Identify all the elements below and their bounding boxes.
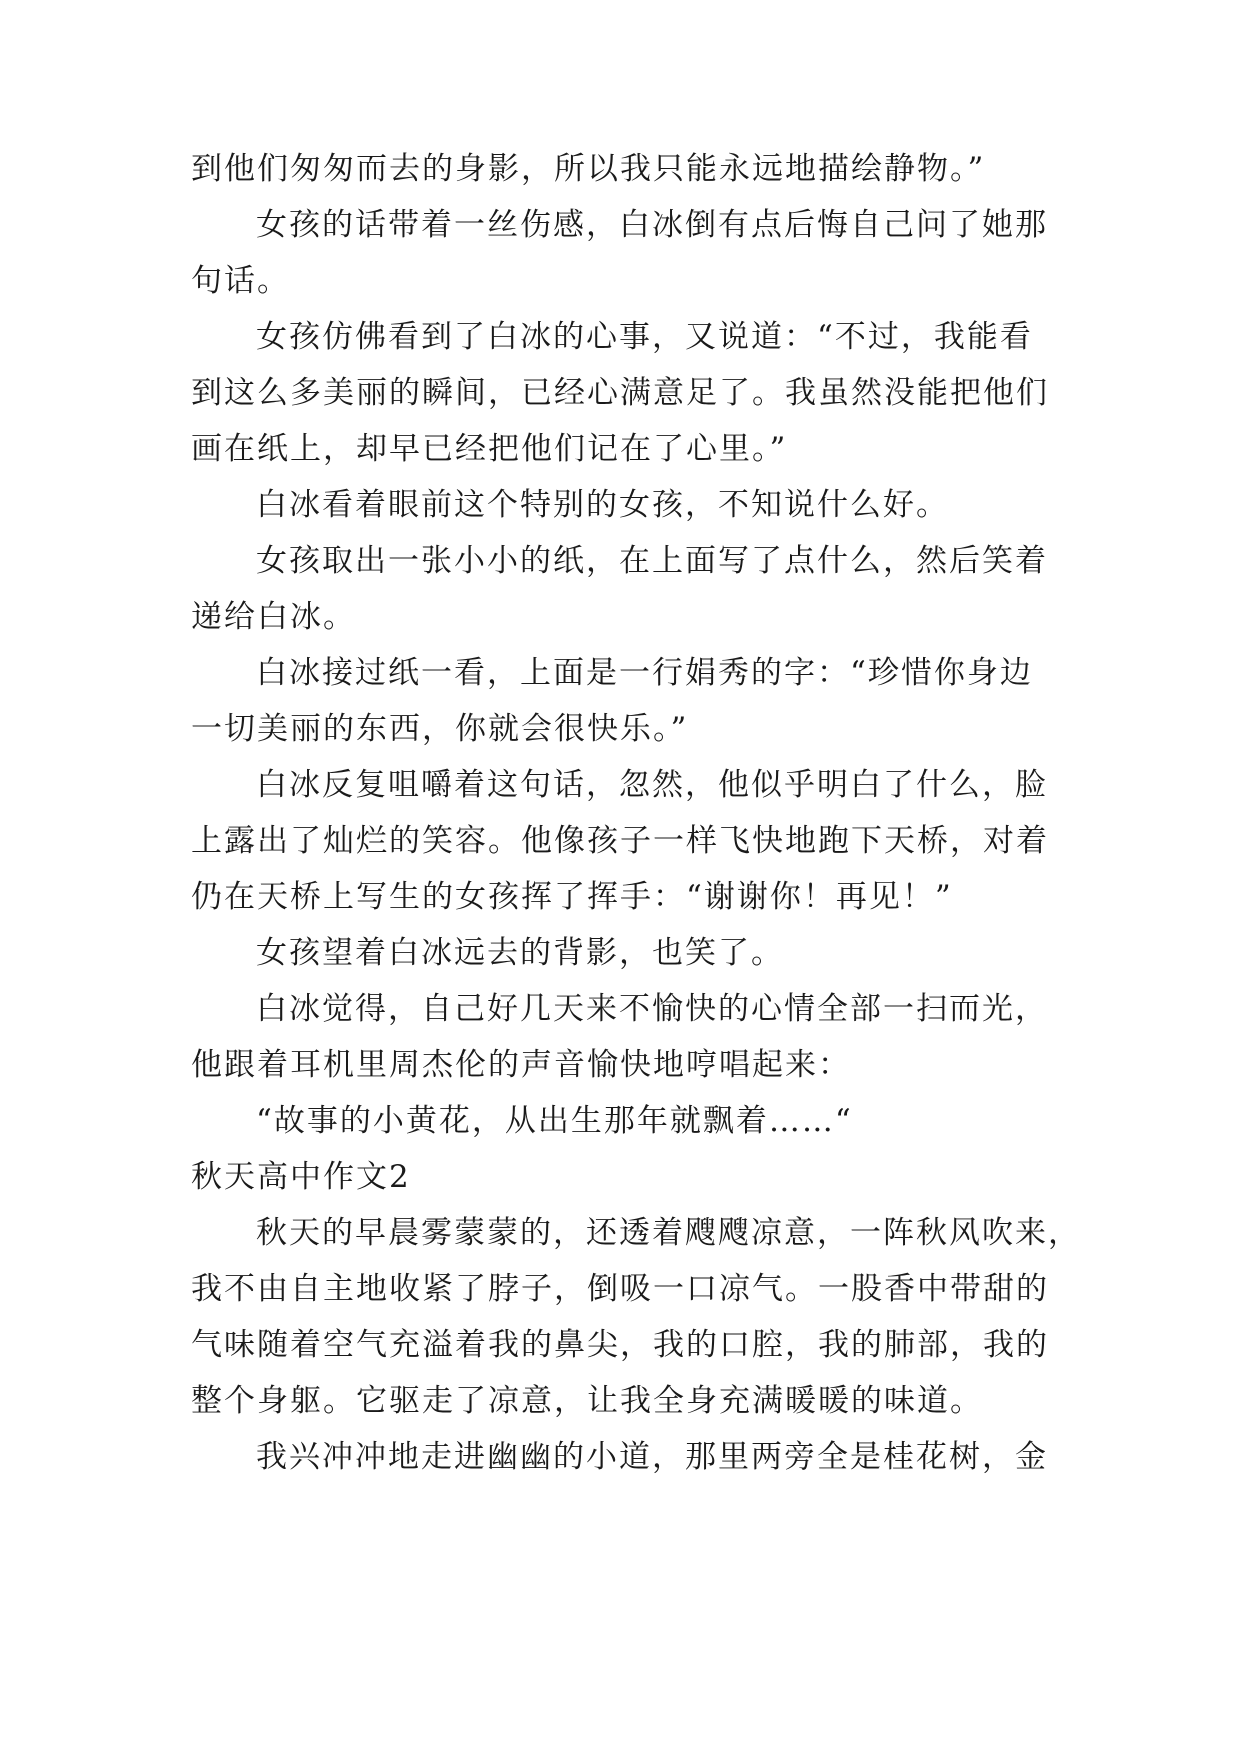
text-line: 他跟着耳机里周杰伦的声音愉快地哼唱起来： [191, 1047, 851, 1083]
section-heading: 秋天高中作文2 [191, 1159, 411, 1195]
text-line: 到他们匆匆而去的身影，所以我只能永远地描绘静物。” [191, 151, 986, 187]
text-line: 女孩的话带着一丝伤感，白冰倒有点后悔自己问了她那 [256, 207, 1048, 243]
text-line: 一切美丽的东西，你就会很快乐。” [191, 711, 689, 747]
text-line: 白冰反复咀嚼着这句话，忽然，他似乎明白了什么，脸 [256, 767, 1048, 803]
text-line: 递给白冰。 [191, 599, 356, 635]
text-line: 秋天的早晨雾蒙蒙的，还透着飕飕凉意，一阵秋风吹来， [256, 1215, 1081, 1251]
text-line: 仍在天桥上写生的女孩挥了挥手：“谢谢你！再见！” [191, 879, 953, 915]
text-line: 白冰看着眼前这个特别的女孩，不知说什么好。 [256, 487, 949, 523]
text-line: “故事的小黄花，从出生那年就飘着……“ [256, 1103, 853, 1139]
text-line: 我兴冲冲地走进幽幽的小道，那里两旁全是桂花树，金 [256, 1439, 1048, 1475]
text-line: 女孩望着白冰远去的背影，也笑了。 [256, 935, 784, 971]
text-line: 我不由自主地收紧了脖子，倒吸一口凉气。一股香中带甜的 [191, 1271, 1049, 1307]
text-line: 画在纸上，却早已经把他们记在了心里。” [191, 431, 788, 467]
text-line: 句话。 [191, 263, 290, 299]
text-line: 女孩仿佛看到了白冰的心事，又说道：“不过，我能看 [256, 319, 1033, 355]
text-line: 整个身躯。它驱走了凉意，让我全身充满暖暖的味道。 [191, 1383, 983, 1419]
text-line: 到这么多美丽的瞬间，已经心满意足了。我虽然没能把他们 [191, 375, 1049, 411]
text-line: 上露出了灿烂的笑容。他像孩子一样飞快地跑下天桥，对着 [191, 823, 1049, 859]
text-line: 气味随着空气充溢着我的鼻尖，我的口腔，我的肺部，我的 [191, 1327, 1049, 1363]
text-line: 女孩取出一张小小的纸，在上面写了点什么，然后笑着 [256, 543, 1048, 579]
text-line: 白冰觉得，自己好几天来不愉快的心情全部一扫而光， [256, 991, 1048, 1027]
text-line: 白冰接过纸一看，上面是一行娟秀的字：“珍惜你身边 [256, 655, 1033, 691]
